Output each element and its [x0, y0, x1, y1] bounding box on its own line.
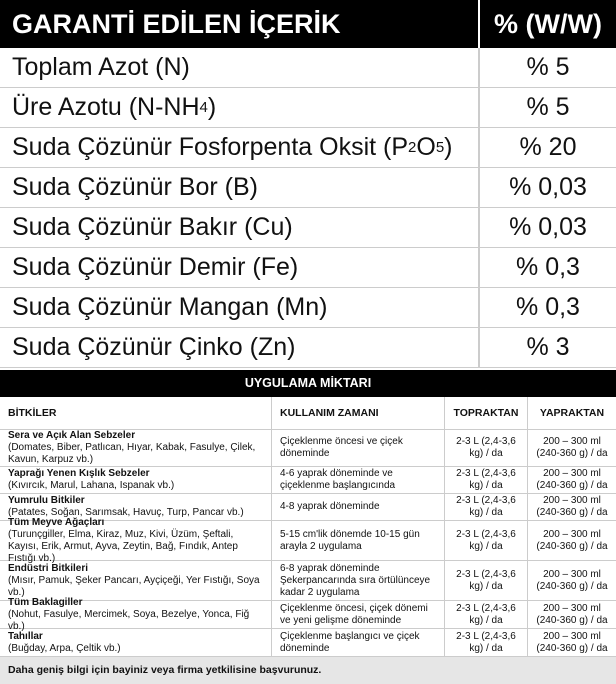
leaf-dose: 200 – 300 ml (240-360 g) / da [536, 630, 608, 654]
header-value: % (W/W) [494, 8, 602, 39]
content-value: % 5 [526, 93, 570, 121]
content-name [0, 328, 480, 367]
plant-examples: (Kıvırcık, Marul, Lahana, Ispanak vb.) [8, 480, 175, 491]
soil-cell [445, 601, 528, 629]
plant-cell [0, 467, 272, 494]
col-header-soil: TOPRAKTAN [445, 397, 528, 430]
soil-dose: 2-3 L (2,4-3,6 kg) / da [456, 602, 516, 626]
name-text: Toplam Azot (N) [12, 53, 190, 81]
guarantee-row [0, 208, 616, 248]
guarantee-header [0, 0, 616, 48]
time-cell [272, 629, 445, 657]
leaf-dose: 200 – 300 ml (240-360 g) / da [536, 436, 608, 459]
content-name: Üre Azotu (N-NH 4 ) [0, 88, 480, 127]
name-text: Suda Çözünür Bor (B) [12, 173, 258, 201]
name-text: Suda Çözünür Mangan (Mn) [12, 293, 328, 321]
leaf-cell [528, 467, 616, 494]
plant-examples: (Patates, Soğan, Sarımsak, Havuç, Turp, Pancar vb.) [8, 507, 244, 518]
guarantee-row [0, 328, 616, 368]
soil-dose: 2-3 L (2,4-3,6 kg) / da [456, 495, 516, 518]
guarantee-row [0, 248, 616, 288]
footer-note: Daha geniş bilgi için bayiniz veya firma yetkilisine başvurunuz. [0, 657, 616, 684]
soil-dose: 2-3 L (2,4-3,6 kg) / da [456, 528, 516, 552]
plant-name: Yumrulu Bitkiler [8, 495, 85, 506]
content-name [0, 48, 480, 87]
usage-time: Çiçeklenme öncesi, çiçek dönemi ve yeni gelişme döneminde [280, 602, 428, 626]
plant-name: Sera ve Açık Alan Sebzeler [8, 430, 136, 441]
name-text: Suda Çözünür Çinko (Zn) [12, 333, 296, 361]
time-cell [272, 521, 445, 561]
plant-examples: (Mısır, Pamuk, Şeker Pancarı, Ayçiçeği, Yer Fıstığı, Soya vb.) [8, 574, 260, 598]
leaf-cell [528, 430, 616, 467]
time-cell [272, 561, 445, 601]
content-value: % 0,3 [516, 253, 580, 281]
time-cell [272, 494, 445, 521]
leaf-dose: 200 – 300 ml (240-360 g) / da [536, 495, 608, 518]
leaf-dose: 200 – 300 ml (240-360 g) / da [536, 602, 608, 626]
leaf-cell [528, 629, 616, 657]
leaf-dose: 200 – 300 ml (240-360 g) / da [536, 568, 608, 592]
plant-name: Tahıllar [8, 630, 43, 642]
plant-name: Tüm Meyve Ağaçları [8, 516, 105, 528]
leaf-cell [528, 494, 616, 521]
soil-cell [445, 561, 528, 601]
soil-dose: 2-3 L (2,4-3,6 kg) / da [456, 436, 516, 459]
plant-examples: (Nohut, Fasulye, Mercimek, Soya, Bezelye, Yonca, Fiğ vb.) [8, 608, 250, 632]
guarantee-row [0, 288, 616, 328]
soil-cell [445, 629, 528, 657]
soil-dose: 2-3 L (2,4-3,6 kg) / da [456, 468, 516, 491]
plant-examples: (Turunçgiller, Elma, Kiraz, Muz, Kivi, Üzüm, Şeftali, Kayısı, Erik, Armut, Ayva, Zeytin, Bağ, Fındık, Antep Fıstığı vb.) [8, 528, 238, 564]
guarantee-row [0, 168, 616, 208]
plant-name: Yaprağı Yenen Kışlık Sebzeler [8, 468, 150, 479]
leaf-dose: 200 – 300 ml (240-360 g) / da [536, 468, 608, 491]
time-cell [272, 601, 445, 629]
leaf-cell [528, 601, 616, 629]
soil-cell [445, 430, 528, 467]
usage-time: Çiçeklenme başlangıcı ve çiçek döneminde [280, 630, 420, 654]
application-table [0, 397, 616, 657]
plant-examples: (Buğday, Arpa, Çeltik vb.) [8, 642, 121, 654]
plant-cell [0, 629, 272, 657]
col-header-leaf: YAPRAKTAN [528, 397, 616, 430]
plant-name: Tüm Baklagiller [8, 596, 83, 608]
col-header-time: KULLANIM ZAMANI [272, 397, 445, 430]
col-header-plants: BİTKİLER [0, 397, 272, 430]
name-text: Suda Çözünür Bakır (Cu) [12, 213, 293, 241]
content-value: % 0,03 [509, 173, 587, 201]
soil-dose: 2-3 L (2,4-3,6 kg) / da [456, 568, 516, 592]
content-value: % 20 [519, 133, 577, 161]
plant-cell [0, 561, 272, 601]
plant-cell [0, 516, 272, 564]
time-cell [272, 467, 445, 494]
content-name [0, 288, 480, 327]
usage-time: 5-15 cm'lik dönemde 10-15 gün arayla 2 uygulama [280, 528, 420, 552]
application-title: UYGULAMA MİKTARI [0, 370, 616, 397]
guarantee-row [0, 48, 616, 88]
content-value: % 0,03 [509, 213, 587, 241]
usage-time: 4-8 yaprak döneminde [280, 501, 380, 512]
content-name [0, 168, 480, 207]
name-text: ) [207, 93, 217, 121]
name-text: Üre Azotu (N-NH [12, 93, 200, 121]
soil-dose: 2-3 L (2,4-3,6 kg) / da [456, 630, 516, 654]
soil-cell [445, 521, 528, 561]
leaf-dose: 200 – 300 ml (240-360 g) / da [536, 528, 608, 552]
content-name [0, 248, 480, 287]
plant-cell [0, 596, 272, 632]
guarantee-row [0, 128, 616, 168]
name-text: Suda Çözünür Demir (Fe) [12, 253, 299, 281]
plant-examples: (Domates, Biber, Patlıcan, Hıyar, Kabak, Fasulye, Çilek, Kavun, Karpuz vb.) [8, 442, 256, 465]
content-value: % 3 [526, 333, 570, 361]
plant-name: Endüstri Bitkileri [8, 562, 89, 574]
soil-cell [445, 494, 528, 521]
leaf-cell [528, 521, 616, 561]
plant-cell [0, 430, 272, 467]
header-content: GARANTİ EDİLEN İÇERİK [0, 0, 480, 48]
usage-time: 4-6 yaprak döneminde ve çiçeklenme başlangıcında [280, 468, 396, 491]
leaf-cell [528, 561, 616, 601]
name-text: Suda Çözünür Fosforpenta Oksit (P [12, 133, 409, 161]
usage-time: Çiçeklenme öncesi ve çiçek döneminde [280, 436, 403, 459]
name-text: O [416, 133, 436, 161]
content-value: % 5 [526, 53, 570, 81]
content-name: Suda Çözünür Fosforpenta Oksit (P 2 O 5 ) [0, 128, 480, 167]
soil-cell [445, 467, 528, 494]
usage-time: 6-8 yaprak döneminde Şekerpancarında sıra örtülünceye kadar 2 uygulama [280, 562, 431, 598]
name-text: ) [444, 133, 453, 161]
content-value: % 0,3 [516, 293, 580, 321]
time-cell [272, 430, 445, 467]
guarantee-row [0, 88, 616, 128]
content-name [0, 208, 480, 247]
